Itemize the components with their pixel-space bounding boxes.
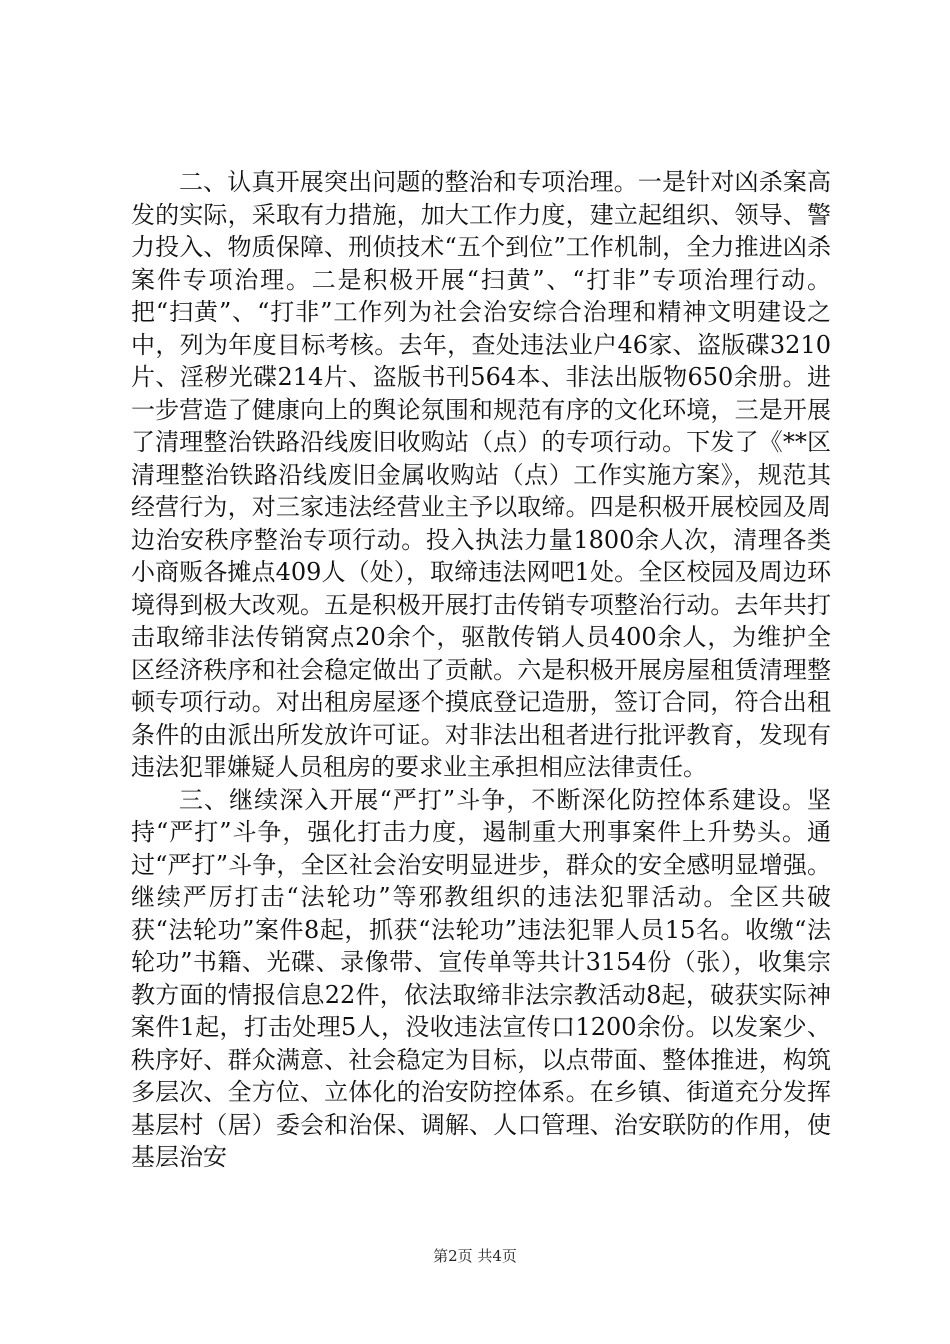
paragraph-strike-hard: 三、继续深入开展“严打”斗争，不断深化防控体系建设。坚持“严打”斗争，强化打击力度，遏制重大刑事案件上升势头。通过“严打”斗争，全区社会治安明显进步，群众的安全感明显增强。继续严厉打击“法轮功”等邪教组织的违法犯罪活动。全区共破获“法轮功”案件8起，抓获“法轮功”违法犯罪人员15名。收缴“法轮功”书籍、光碟、录像带、宣传单等共计3154份（张），收集宗教方面的情报信息22件，依法取缔非法宗教活动8起，破获实际神案件1起，打击处理5人，没收违法宣传口1200余份。以发案少、秩序好、群众满意、社会稳定为目标，以点带面、整体推进，构筑多层次、全方位、立体化的治安防控体系。在乡镇、街道充分发挥基层村（居）委会和治保、调解、人口管理、治安联防的作用，使基层治安 (131, 785, 831, 1171)
document-body (131, 166, 831, 1174)
paragraph-special-rectification: 二、认真开展突出问题的整治和专项治理。一是针对凶杀案高发的实际，采取有力措施，加大工作力度，建立起组织、领导、警力投入、物质保障、刑侦技术“五个到位”工作机制，全力推进凶杀案件专项治理。二是积极开展“扫黄”、“打非”专项治理行动。把“扫黄”、“打非”工作列为社会治安综合治理和精神文明建设之中，列为年度目标考核。去年，查处违法业户46家、盗版碟3210片、淫秽光碟214片、盗版书刊564本、非法出版物650余册。进一步营造了健康向上的舆论氛围和规范有序的文化环境，三是开展了清理整治铁路沿线废旧收购站（点）的专项行动。下发了《**区清理整治铁路沿线废旧金属收购站（点）工作实施方案》，规范其经营行为，对三家违法经营业主予以取缔。四是积极开展校园及周边治安秩序整治专项行动。投入执法力量1800余人次，清理各类小商贩各摊点409人（处），取缔违法网吧1处。全区校园及周边环境得到极大改观。五是积极开展打击传销专项整治行动。去年共打击取缔非法传销窝点20余个，驱散传销人员400余人，为维护全区经济秩序和社会稳定做出了贡献。六是积极开展房屋租赁清理整顿专项行动。对出租房屋逐个摸底登记造册，签订合同，符合出租条件的由派出所发放许可证。对非法出租者进行批评教育，发现有违法犯罪嫌疑人员租房的要求业主承担相应法律责任。 (131, 168, 831, 781)
page-number-footer: 第2页 共4页 (433, 1247, 517, 1265)
